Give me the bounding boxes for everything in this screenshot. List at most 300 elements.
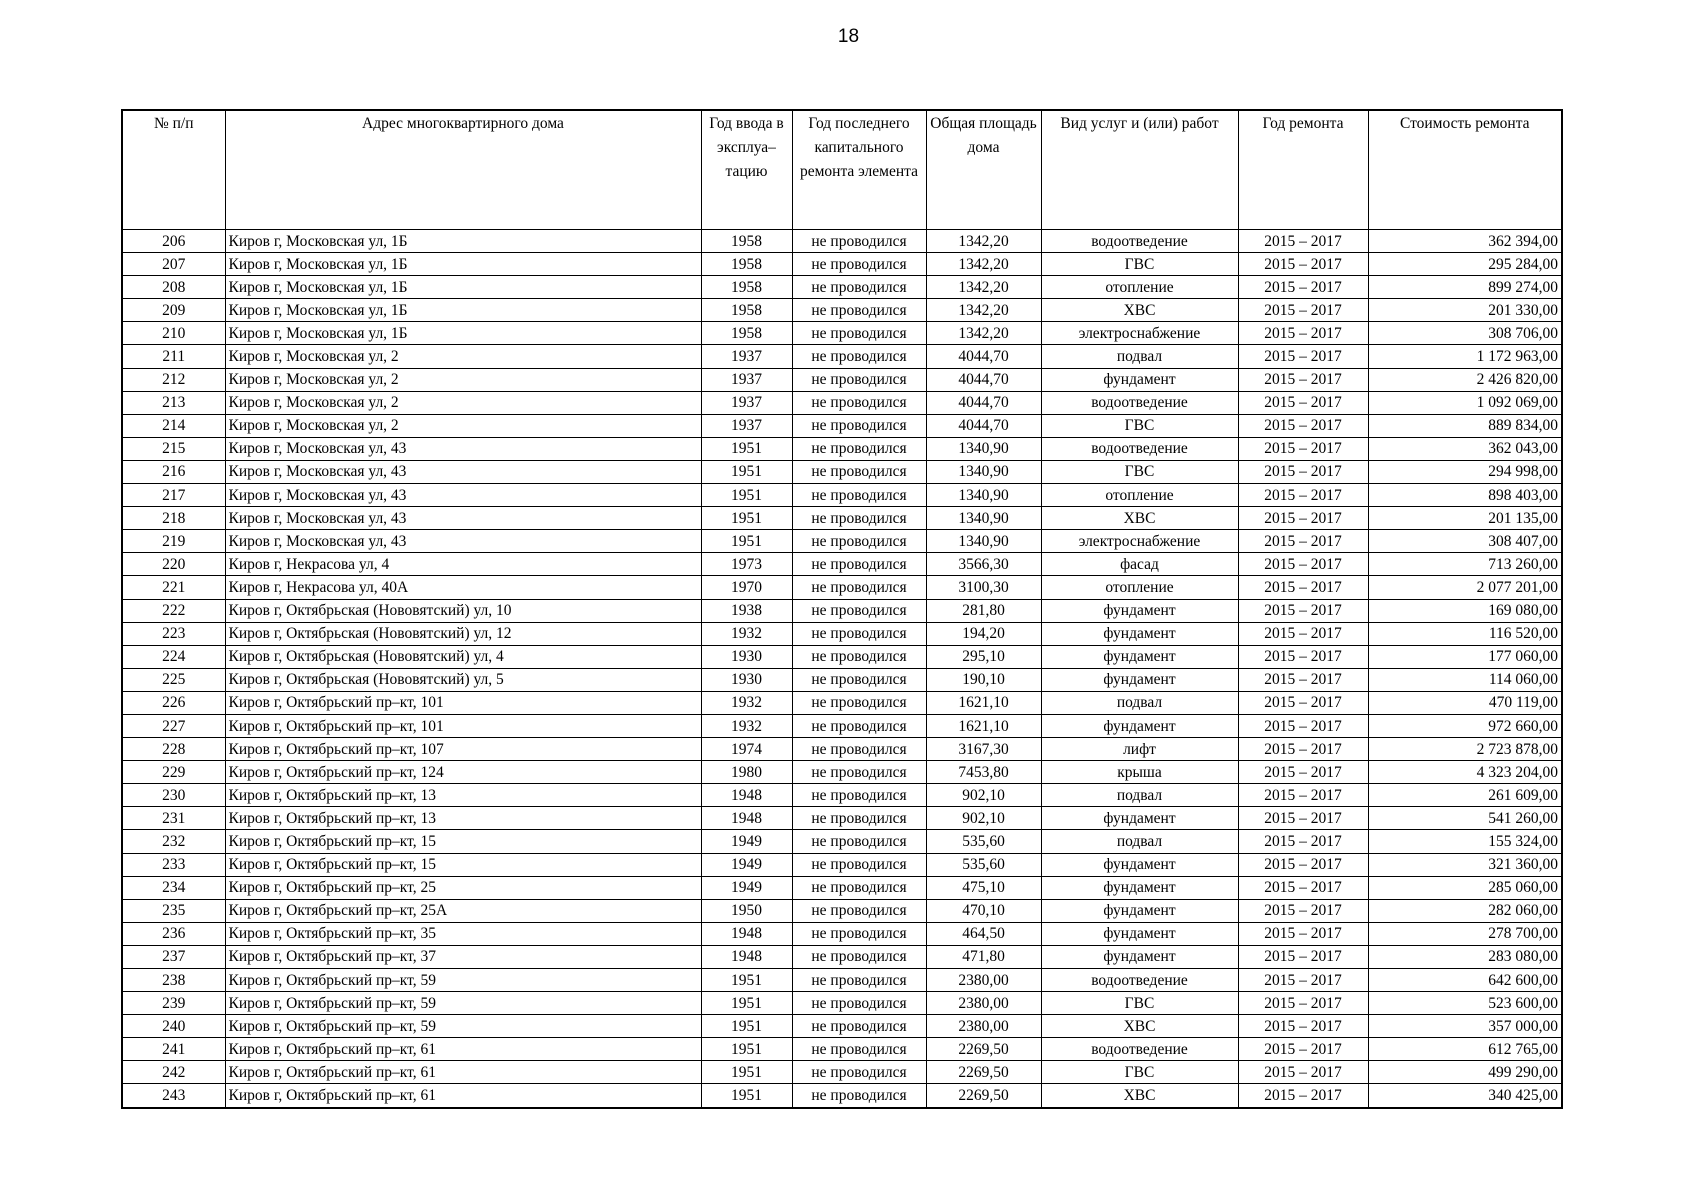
cell-cost: 282 060,00: [1368, 899, 1562, 922]
cell-cost: 321 360,00: [1368, 853, 1562, 876]
cell-last-repair: не проводился: [792, 507, 926, 530]
cell-year-built: 1930: [701, 645, 792, 668]
cell-repair-period: 2015 – 2017: [1238, 969, 1368, 992]
cell-num: 226: [122, 691, 225, 714]
cell-last-repair: не проводился: [792, 1084, 926, 1108]
cell-last-repair: не проводился: [792, 276, 926, 299]
cell-cost: 1 092 069,00: [1368, 391, 1562, 414]
cell-year-built: 1930: [701, 668, 792, 691]
cell-address: Киров г, Московская ул, 43: [225, 437, 701, 460]
table-row: [122, 945, 1562, 968]
cell-last-repair: не проводился: [792, 345, 926, 368]
cell-num: 206: [122, 230, 225, 253]
cell-repair-period: 2015 – 2017: [1238, 530, 1368, 553]
cell-last-repair: не проводился: [792, 853, 926, 876]
cell-cost: 499 290,00: [1368, 1061, 1562, 1084]
cell-cost: 308 407,00: [1368, 530, 1562, 553]
table-row: [122, 391, 1562, 414]
cell-address: Киров г, Московская ул, 2: [225, 368, 701, 391]
cell-work-type: водоотведение: [1041, 437, 1238, 460]
cell-cost: 889 834,00: [1368, 414, 1562, 437]
table-row: [122, 230, 1562, 253]
cell-work-type: крыша: [1041, 761, 1238, 784]
cell-cost: 2 077 201,00: [1368, 576, 1562, 599]
cell-area: 2269,50: [926, 1084, 1041, 1108]
cell-repair-period: 2015 – 2017: [1238, 922, 1368, 945]
cell-area: 7453,80: [926, 761, 1041, 784]
cell-address: Киров г, Октябрьский пр–кт, 13: [225, 807, 701, 830]
cell-cost: 261 609,00: [1368, 784, 1562, 807]
cell-repair-period: 2015 – 2017: [1238, 992, 1368, 1015]
cell-work-type: ХВС: [1041, 299, 1238, 322]
cell-last-repair: не проводился: [792, 622, 926, 645]
cell-last-repair: не проводился: [792, 830, 926, 853]
cell-area: 535,60: [926, 830, 1041, 853]
cell-work-type: фундамент: [1041, 876, 1238, 899]
table-row: [122, 969, 1562, 992]
table-row: [122, 507, 1562, 530]
cell-area: 535,60: [926, 853, 1041, 876]
cell-work-type: водоотведение: [1041, 391, 1238, 414]
cell-year-built: 1951: [701, 530, 792, 553]
header-num: № п/п: [122, 110, 225, 230]
cell-address: Киров г, Октябрьский пр–кт, 59: [225, 992, 701, 1015]
cell-work-type: подвал: [1041, 784, 1238, 807]
cell-repair-period: 2015 – 2017: [1238, 853, 1368, 876]
cell-cost: 2 723 878,00: [1368, 738, 1562, 761]
cell-area: 3167,30: [926, 738, 1041, 761]
cell-work-type: ХВС: [1041, 1084, 1238, 1108]
cell-cost: 470 119,00: [1368, 691, 1562, 714]
cell-num: 218: [122, 507, 225, 530]
cell-work-type: фундамент: [1041, 645, 1238, 668]
cell-last-repair: не проводился: [792, 876, 926, 899]
cell-last-repair: не проводился: [792, 599, 926, 622]
cell-num: 220: [122, 553, 225, 576]
cell-cost: 295 284,00: [1368, 253, 1562, 276]
cell-repair-period: 2015 – 2017: [1238, 876, 1368, 899]
cell-area: 1342,20: [926, 276, 1041, 299]
table-row: [122, 761, 1562, 784]
cell-last-repair: не проводился: [792, 784, 926, 807]
cell-year-built: 1951: [701, 1038, 792, 1061]
cell-work-type: фундамент: [1041, 807, 1238, 830]
cell-num: 228: [122, 738, 225, 761]
cell-work-type: подвал: [1041, 691, 1238, 714]
cell-year-built: 1948: [701, 922, 792, 945]
cell-year-built: 1932: [701, 714, 792, 737]
cell-last-repair: не проводился: [792, 230, 926, 253]
cell-num: 221: [122, 576, 225, 599]
cell-cost: 308 706,00: [1368, 322, 1562, 345]
cell-area: 1342,20: [926, 253, 1041, 276]
cell-work-type: подвал: [1041, 830, 1238, 853]
cell-num: 216: [122, 460, 225, 483]
cell-address: Киров г, Октябрьский пр–кт, 37: [225, 945, 701, 968]
cell-cost: 169 080,00: [1368, 599, 1562, 622]
cell-address: Киров г, Московская ул, 43: [225, 530, 701, 553]
header-area: Общая площадь дома: [926, 110, 1041, 230]
cell-last-repair: не проводился: [792, 414, 926, 437]
cell-year-built: 1938: [701, 599, 792, 622]
cell-address: Киров г, Московская ул, 43: [225, 484, 701, 507]
cell-year-built: 1937: [701, 368, 792, 391]
cell-num: 207: [122, 253, 225, 276]
cell-year-built: 1951: [701, 484, 792, 507]
cell-address: Киров г, Октябрьский пр–кт, 59: [225, 969, 701, 992]
cell-year-built: 1949: [701, 876, 792, 899]
cell-last-repair: не проводился: [792, 992, 926, 1015]
cell-last-repair: не проводился: [792, 1061, 926, 1084]
cell-area: 281,80: [926, 599, 1041, 622]
table-row: [122, 1084, 1562, 1108]
table-row: [122, 853, 1562, 876]
cell-num: 210: [122, 322, 225, 345]
header-address: Адрес многоквартирного дома: [225, 110, 701, 230]
cell-year-built: 1948: [701, 945, 792, 968]
cell-work-type: подвал: [1041, 345, 1238, 368]
cell-repair-period: 2015 – 2017: [1238, 484, 1368, 507]
cell-address: Киров г, Октябрьский пр–кт, 124: [225, 761, 701, 784]
cell-last-repair: не проводился: [792, 668, 926, 691]
cell-address: Киров г, Октябрьский пр–кт, 25: [225, 876, 701, 899]
cell-work-type: электроснабжение: [1041, 530, 1238, 553]
header-year-built: Год ввода в эксплуа–тацию: [701, 110, 792, 230]
cell-repair-period: 2015 – 2017: [1238, 738, 1368, 761]
cell-address: Киров г, Октябрьский пр–кт, 107: [225, 738, 701, 761]
table-row: [122, 1038, 1562, 1061]
cell-year-built: 1951: [701, 1061, 792, 1084]
cell-work-type: водоотведение: [1041, 230, 1238, 253]
cell-num: 237: [122, 945, 225, 968]
cell-cost: 201 330,00: [1368, 299, 1562, 322]
table-row: [122, 714, 1562, 737]
cell-work-type: фасад: [1041, 553, 1238, 576]
cell-address: Киров г, Октябрьский пр–кт, 25А: [225, 899, 701, 922]
cell-work-type: ХВС: [1041, 507, 1238, 530]
cell-work-type: фундамент: [1041, 622, 1238, 645]
cell-last-repair: не проводился: [792, 253, 926, 276]
cell-cost: 362 043,00: [1368, 437, 1562, 460]
table-row: [122, 899, 1562, 922]
cell-cost: 177 060,00: [1368, 645, 1562, 668]
cell-work-type: ГВС: [1041, 253, 1238, 276]
cell-year-built: 1958: [701, 299, 792, 322]
header-cost: Стоимость ремонта: [1368, 110, 1562, 230]
cell-address: Киров г, Московская ул, 43: [225, 460, 701, 483]
table-row: [122, 922, 1562, 945]
cell-num: 215: [122, 437, 225, 460]
cell-num: 239: [122, 992, 225, 1015]
cell-last-repair: не проводился: [792, 1038, 926, 1061]
cell-num: 209: [122, 299, 225, 322]
cell-num: 233: [122, 853, 225, 876]
cell-cost: 283 080,00: [1368, 945, 1562, 968]
cell-num: 235: [122, 899, 225, 922]
cell-year-built: 1974: [701, 738, 792, 761]
table-row: [122, 645, 1562, 668]
cell-repair-period: 2015 – 2017: [1238, 1015, 1368, 1038]
cell-num: 242: [122, 1061, 225, 1084]
cell-address: Киров г, Московская ул, 2: [225, 391, 701, 414]
cell-year-built: 1970: [701, 576, 792, 599]
cell-address: Киров г, Московская ул, 1Б: [225, 253, 701, 276]
cell-area: 1340,90: [926, 530, 1041, 553]
table-row: [122, 368, 1562, 391]
cell-year-built: 1951: [701, 507, 792, 530]
cell-cost: 541 260,00: [1368, 807, 1562, 830]
cell-last-repair: не проводился: [792, 738, 926, 761]
cell-repair-period: 2015 – 2017: [1238, 507, 1368, 530]
table-row: [122, 1015, 1562, 1038]
cell-cost: 4 323 204,00: [1368, 761, 1562, 784]
cell-num: 243: [122, 1084, 225, 1108]
cell-year-built: 1932: [701, 622, 792, 645]
table-row: [122, 253, 1562, 276]
cell-address: Киров г, Октябрьская (Нововятский) ул, 10: [225, 599, 701, 622]
cell-work-type: фундамент: [1041, 945, 1238, 968]
cell-area: 190,10: [926, 668, 1041, 691]
cell-cost: 362 394,00: [1368, 230, 1562, 253]
cell-num: 241: [122, 1038, 225, 1061]
header-last-repair: Год последнего капитального ремонта элемента: [792, 110, 926, 230]
cell-num: 211: [122, 345, 225, 368]
cell-num: 214: [122, 414, 225, 437]
cell-address: Киров г, Московская ул, 1Б: [225, 299, 701, 322]
cell-year-built: 1951: [701, 1015, 792, 1038]
cell-num: 225: [122, 668, 225, 691]
cell-address: Киров г, Московская ул, 2: [225, 414, 701, 437]
cell-year-built: 1973: [701, 553, 792, 576]
cell-last-repair: не проводился: [792, 691, 926, 714]
cell-num: 222: [122, 599, 225, 622]
cell-num: 231: [122, 807, 225, 830]
cell-year-built: 1958: [701, 322, 792, 345]
cell-cost: 898 403,00: [1368, 484, 1562, 507]
cell-year-built: 1948: [701, 807, 792, 830]
cell-cost: 1 172 963,00: [1368, 345, 1562, 368]
cell-num: 236: [122, 922, 225, 945]
table-row: [122, 691, 1562, 714]
cell-last-repair: не проводился: [792, 460, 926, 483]
cell-address: Киров г, Московская ул, 43: [225, 507, 701, 530]
table-row: [122, 576, 1562, 599]
cell-year-built: 1951: [701, 969, 792, 992]
cell-area: 2380,00: [926, 969, 1041, 992]
table-row: [122, 437, 1562, 460]
cell-repair-period: 2015 – 2017: [1238, 899, 1368, 922]
cell-last-repair: не проводился: [792, 299, 926, 322]
table-row: [122, 784, 1562, 807]
cell-work-type: ГВС: [1041, 414, 1238, 437]
cell-num: 232: [122, 830, 225, 853]
cell-area: 4044,70: [926, 345, 1041, 368]
cell-year-built: 1948: [701, 784, 792, 807]
table-row: [122, 530, 1562, 553]
cell-address: Киров г, Октябрьская (Нововятский) ул, 12: [225, 622, 701, 645]
cell-address: Киров г, Московская ул, 2: [225, 345, 701, 368]
cell-repair-period: 2015 – 2017: [1238, 691, 1368, 714]
cell-cost: 201 135,00: [1368, 507, 1562, 530]
cell-work-type: отопление: [1041, 484, 1238, 507]
cell-repair-period: 2015 – 2017: [1238, 299, 1368, 322]
cell-address: Киров г, Московская ул, 1Б: [225, 230, 701, 253]
cell-area: 3100,30: [926, 576, 1041, 599]
cell-area: 1342,20: [926, 299, 1041, 322]
cell-num: 213: [122, 391, 225, 414]
cell-work-type: водоотведение: [1041, 1038, 1238, 1061]
cell-num: 224: [122, 645, 225, 668]
cell-repair-period: 2015 – 2017: [1238, 276, 1368, 299]
cell-last-repair: не проводился: [792, 761, 926, 784]
cell-repair-period: 2015 – 2017: [1238, 1038, 1368, 1061]
table-row: [122, 322, 1562, 345]
cell-work-type: фундамент: [1041, 668, 1238, 691]
cell-repair-period: 2015 – 2017: [1238, 553, 1368, 576]
cell-year-built: 1937: [701, 345, 792, 368]
cell-cost: 155 324,00: [1368, 830, 1562, 853]
cell-work-type: фундамент: [1041, 714, 1238, 737]
table-row: [122, 276, 1562, 299]
cell-cost: 285 060,00: [1368, 876, 1562, 899]
cell-work-type: фундамент: [1041, 599, 1238, 622]
cell-address: Киров г, Октябрьский пр–кт, 15: [225, 830, 701, 853]
cell-repair-period: 2015 – 2017: [1238, 668, 1368, 691]
cell-area: 471,80: [926, 945, 1041, 968]
cell-last-repair: не проводился: [792, 645, 926, 668]
cell-year-built: 1949: [701, 853, 792, 876]
cell-address: Киров г, Октябрьский пр–кт, 59: [225, 1015, 701, 1038]
cell-repair-period: 2015 – 2017: [1238, 460, 1368, 483]
cell-year-built: 1951: [701, 460, 792, 483]
header-repair-period: Год ремонта: [1238, 110, 1368, 230]
table-row: [122, 484, 1562, 507]
cell-last-repair: не проводился: [792, 484, 926, 507]
cell-year-built: 1958: [701, 230, 792, 253]
cell-repair-period: 2015 – 2017: [1238, 230, 1368, 253]
cell-last-repair: не проводился: [792, 714, 926, 737]
table-row: [122, 599, 1562, 622]
cell-cost: 114 060,00: [1368, 668, 1562, 691]
cell-area: 4044,70: [926, 391, 1041, 414]
cell-year-built: 1932: [701, 691, 792, 714]
cell-area: 1621,10: [926, 691, 1041, 714]
cell-area: 2269,50: [926, 1061, 1041, 1084]
cell-last-repair: не проводился: [792, 969, 926, 992]
cell-cost: 340 425,00: [1368, 1084, 1562, 1108]
cell-area: 464,50: [926, 922, 1041, 945]
cell-repair-period: 2015 – 2017: [1238, 414, 1368, 437]
cell-last-repair: не проводился: [792, 391, 926, 414]
cell-repair-period: 2015 – 2017: [1238, 576, 1368, 599]
cell-year-built: 1951: [701, 437, 792, 460]
cell-repair-period: 2015 – 2017: [1238, 622, 1368, 645]
cell-cost: 713 260,00: [1368, 553, 1562, 576]
cell-work-type: отопление: [1041, 276, 1238, 299]
cell-num: 240: [122, 1015, 225, 1038]
cell-area: 4044,70: [926, 368, 1041, 391]
cell-cost: 523 600,00: [1368, 992, 1562, 1015]
cell-repair-period: 2015 – 2017: [1238, 945, 1368, 968]
cell-work-type: ГВС: [1041, 1061, 1238, 1084]
cell-work-type: электроснабжение: [1041, 322, 1238, 345]
table-header-row: [122, 110, 1562, 230]
table-row: [122, 876, 1562, 899]
cell-work-type: ГВС: [1041, 992, 1238, 1015]
table-row: [122, 345, 1562, 368]
table-row: [122, 992, 1562, 1015]
cell-address: Киров г, Октябрьский пр–кт, 101: [225, 714, 701, 737]
cell-area: 295,10: [926, 645, 1041, 668]
cell-cost: 294 998,00: [1368, 460, 1562, 483]
cell-year-built: 1950: [701, 899, 792, 922]
cell-address: Киров г, Октябрьская (Нововятский) ул, 5: [225, 668, 701, 691]
cell-repair-period: 2015 – 2017: [1238, 830, 1368, 853]
cell-area: 3566,30: [926, 553, 1041, 576]
repair-register-table: [121, 109, 1563, 1109]
cell-year-built: 1937: [701, 391, 792, 414]
cell-area: 2269,50: [926, 1038, 1041, 1061]
cell-year-built: 1980: [701, 761, 792, 784]
cell-address: Киров г, Некрасова ул, 4: [225, 553, 701, 576]
cell-last-repair: не проводился: [792, 807, 926, 830]
cell-repair-period: 2015 – 2017: [1238, 645, 1368, 668]
cell-cost: 642 600,00: [1368, 969, 1562, 992]
cell-address: Киров г, Октябрьский пр–кт, 13: [225, 784, 701, 807]
cell-address: Киров г, Московская ул, 1Б: [225, 276, 701, 299]
cell-num: 229: [122, 761, 225, 784]
cell-repair-period: 2015 – 2017: [1238, 714, 1368, 737]
cell-repair-period: 2015 – 2017: [1238, 437, 1368, 460]
cell-work-type: фундамент: [1041, 853, 1238, 876]
cell-last-repair: не проводился: [792, 899, 926, 922]
cell-repair-period: 2015 – 2017: [1238, 1084, 1368, 1108]
cell-last-repair: не проводился: [792, 945, 926, 968]
cell-num: 238: [122, 969, 225, 992]
cell-address: Киров г, Октябрьский пр–кт, 61: [225, 1084, 701, 1108]
table-row: [122, 830, 1562, 853]
table-row: [122, 622, 1562, 645]
cell-repair-period: 2015 – 2017: [1238, 599, 1368, 622]
cell-year-built: 1958: [701, 276, 792, 299]
cell-last-repair: не проводился: [792, 576, 926, 599]
cell-work-type: фундамент: [1041, 368, 1238, 391]
cell-area: 1340,90: [926, 460, 1041, 483]
cell-num: 227: [122, 714, 225, 737]
cell-year-built: 1951: [701, 992, 792, 1015]
cell-cost: 612 765,00: [1368, 1038, 1562, 1061]
cell-repair-period: 2015 – 2017: [1238, 391, 1368, 414]
cell-num: 230: [122, 784, 225, 807]
cell-address: Киров г, Октябрьский пр–кт, 61: [225, 1038, 701, 1061]
cell-year-built: 1949: [701, 830, 792, 853]
cell-area: 1340,90: [926, 507, 1041, 530]
cell-work-type: лифт: [1041, 738, 1238, 761]
cell-area: 2380,00: [926, 992, 1041, 1015]
cell-year-built: 1937: [701, 414, 792, 437]
header-work-type: Вид услуг и (или) работ: [1041, 110, 1238, 230]
cell-area: 194,20: [926, 622, 1041, 645]
cell-area: 1340,90: [926, 437, 1041, 460]
cell-work-type: водоотведение: [1041, 969, 1238, 992]
cell-work-type: ГВС: [1041, 460, 1238, 483]
cell-year-built: 1958: [701, 253, 792, 276]
cell-last-repair: не проводился: [792, 922, 926, 945]
cell-repair-period: 2015 – 2017: [1238, 368, 1368, 391]
cell-last-repair: не проводился: [792, 368, 926, 391]
cell-area: 1342,20: [926, 322, 1041, 345]
cell-address: Киров г, Октябрьский пр–кт, 101: [225, 691, 701, 714]
